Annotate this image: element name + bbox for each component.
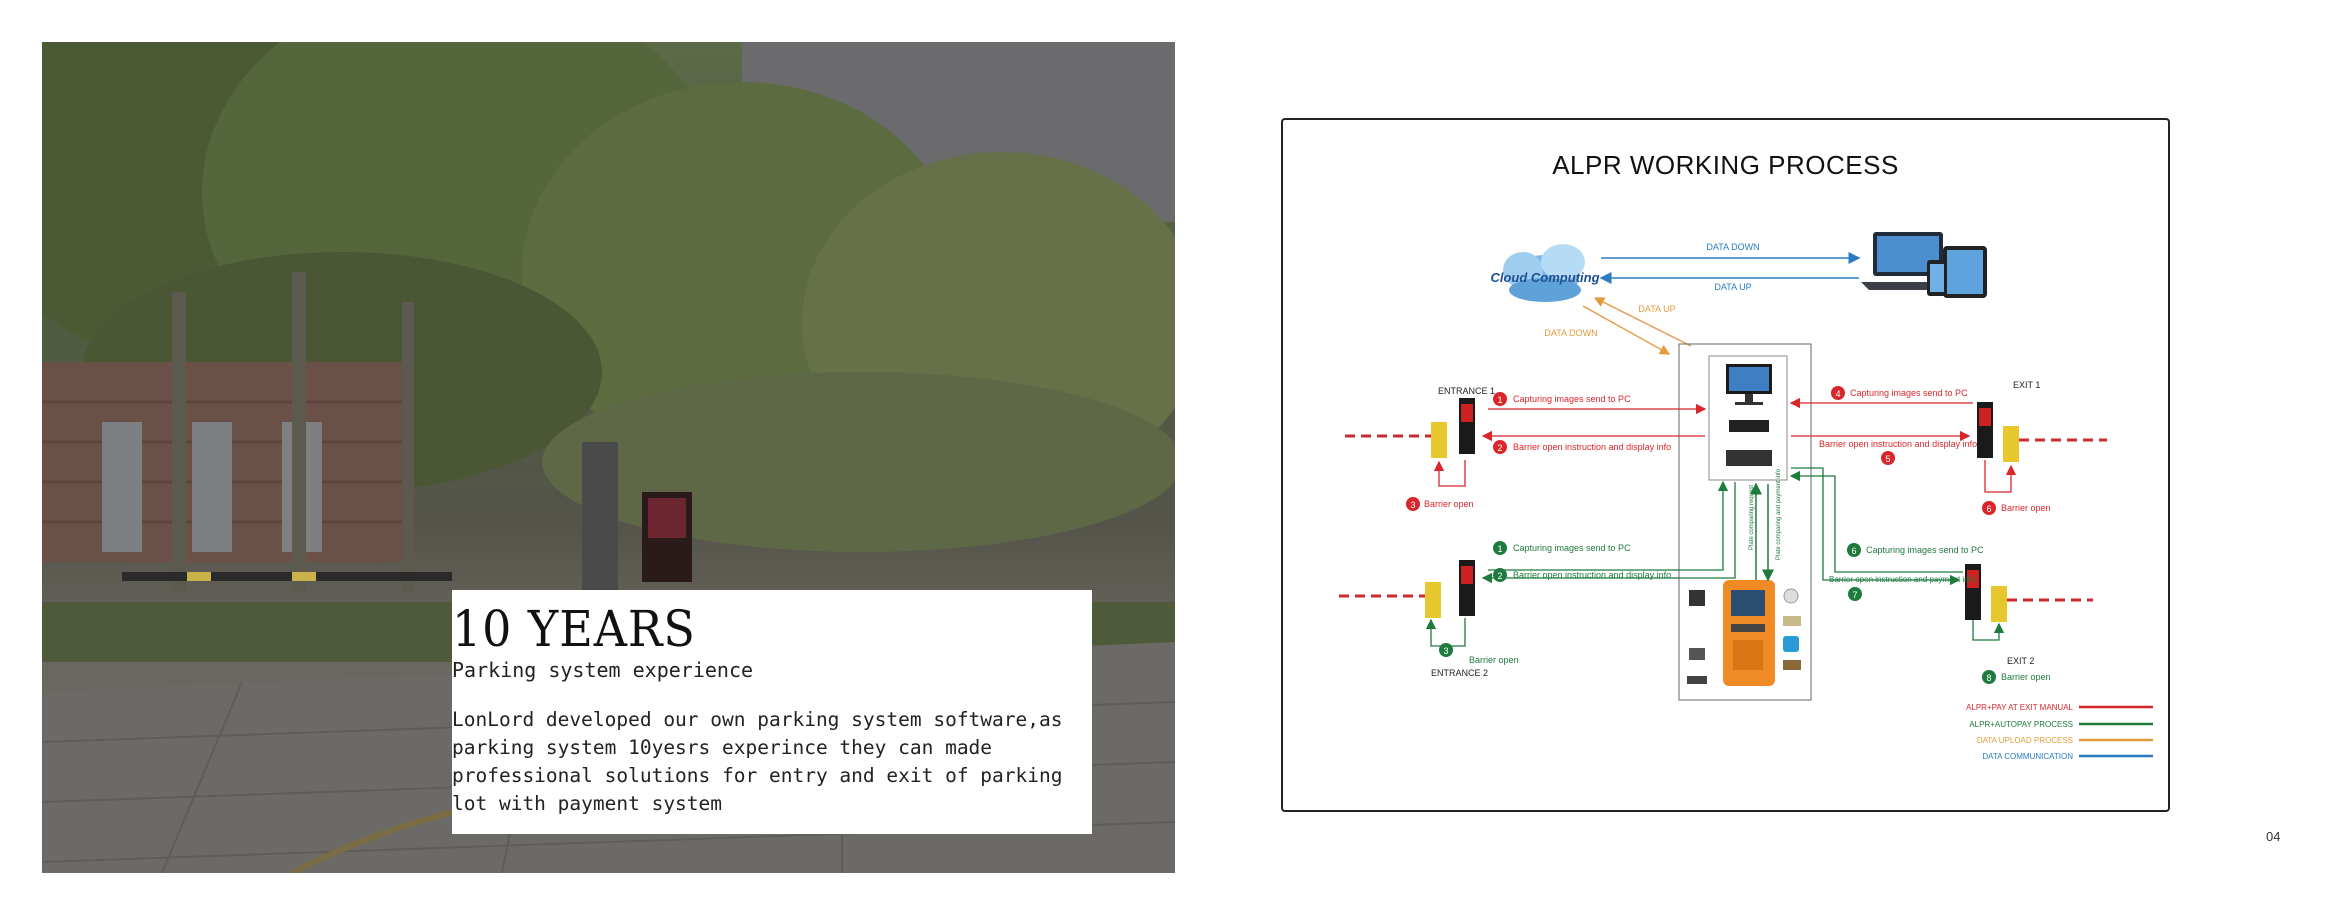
step-4-red-text: Capturing images send to PC xyxy=(1850,388,1968,398)
alpr-diagram-svg xyxy=(1283,120,2168,810)
step-8-green-text: Barrier open xyxy=(2001,672,2051,682)
entrance1-equipment xyxy=(1345,398,1475,458)
step-6-green: 6 xyxy=(1851,546,1857,556)
step-2-red: 2 xyxy=(1497,443,1503,453)
step-4-red: 4 xyxy=(1835,389,1841,399)
diagram-title: ALPR WORKING PROCESS xyxy=(1552,150,1899,180)
exit2-equipment xyxy=(1965,564,2093,622)
switch-icon xyxy=(1726,450,1772,466)
company-description: LonLord developed our own parking system software,as parking system 10yesrs experince they can made professional solutions for entry and exit of parking lot with payment system xyxy=(452,708,1063,815)
alpr-diagram xyxy=(1281,118,2170,812)
plate-payment-label: Plate comparing and payment info xyxy=(1776,468,1782,560)
cloud-label: Cloud Computing xyxy=(1490,270,1600,285)
card-icon xyxy=(1689,648,1705,660)
step-7-green: 7 xyxy=(1852,590,1858,600)
legend-label-4: DATA COMMUNICATION xyxy=(1982,752,2073,761)
exit1-equipment xyxy=(1977,402,2107,462)
data-down-left: DATA DOWN xyxy=(1544,328,1598,338)
step-1-green: 1 xyxy=(1497,544,1503,554)
experience-textbox xyxy=(452,590,1092,834)
wallet-icon xyxy=(1783,660,1801,670)
payment-kiosk-icon xyxy=(1723,580,1775,686)
step-5-red-text: Barrier open instruction and display info xyxy=(1819,439,1978,449)
exit2-label: EXIT 2 xyxy=(2007,656,2035,666)
step-2-green-text: Barrier open instruction and display info xyxy=(1513,570,1672,580)
legend-label-2: ALPR+AUTOPAY PROCESS xyxy=(1969,720,2073,729)
step-8-green: 8 xyxy=(1986,673,1992,683)
legend xyxy=(1966,703,2153,761)
recorder-icon xyxy=(1729,420,1769,432)
step-3-red-text: Barrier open xyxy=(1424,499,1474,509)
step-2-red-text: Barrier open instruction and display info xyxy=(1513,442,1672,452)
entrance2-equipment xyxy=(1339,560,1475,618)
data-up-top: DATA UP xyxy=(1714,282,1752,292)
experience-subheading: Parking system experience xyxy=(452,658,754,682)
plate-request-label: Plate comparing request xyxy=(1749,484,1755,550)
entrance2-label: ENTRANCE 2 xyxy=(1431,668,1489,678)
step-5-red: 5 xyxy=(1885,454,1891,464)
legend-label-1: ALPR+PAY AT EXIT MANUAL xyxy=(1966,703,2073,712)
step-6-red-text: Barrier open xyxy=(2001,503,2051,513)
step-1-green-text: Capturing images send to PC xyxy=(1513,543,1631,553)
data-up-mid: DATA UP xyxy=(1638,304,1676,314)
years-heading: 10 YEARS xyxy=(452,600,696,658)
coin-icon xyxy=(1784,589,1798,603)
step-2-green: 2 xyxy=(1497,571,1503,581)
step-3-green: 3 xyxy=(1443,646,1449,656)
step-7-green-text: Barrier open instruction and payment info xyxy=(1829,575,1976,584)
qr-code-icon xyxy=(1689,590,1705,606)
legend-label-3: DATA UPLOAD PROCESS xyxy=(1976,736,2073,745)
cash-icon xyxy=(1783,616,1801,626)
data-down-top: DATA DOWN xyxy=(1706,242,1760,252)
page-number: 04 xyxy=(2266,829,2281,844)
step-6-green-text: Capturing images send to PC xyxy=(1866,545,1984,555)
entrance1-label: ENTRANCE 1 xyxy=(1438,386,1496,396)
step-3-red: 3 xyxy=(1410,500,1416,510)
step-1-red-text: Capturing images send to PC xyxy=(1513,394,1631,404)
exit1-label: EXIT 1 xyxy=(2013,380,2041,390)
devices-icon xyxy=(1861,232,1987,298)
step-6-red: 6 xyxy=(1986,504,1992,514)
step-1-red: 1 xyxy=(1497,395,1503,405)
ticket-icon xyxy=(1687,676,1707,684)
step-3-green-text: Barrier open xyxy=(1469,655,1519,665)
alipay-icon xyxy=(1783,636,1799,652)
parking-lot-photo xyxy=(42,42,1175,873)
